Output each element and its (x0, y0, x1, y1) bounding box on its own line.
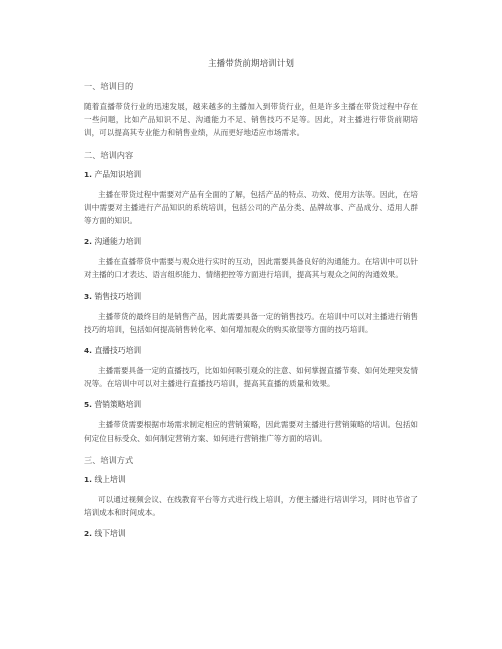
item-title: 营销策略培训 (94, 400, 142, 410)
section-heading-content: 二、培训内容 (84, 149, 134, 160)
item-text-livestream-skills: 主播需要具备一定的直播技巧，比如如何吸引观众的注意、如何掌握直播节奏、如何处理突发情况等。在培训中可以对主播进行直播技巧培训，提高其直播的质量和效果。 (84, 366, 418, 389)
item-number: 3. (84, 291, 92, 301)
item-heading-livestream-skills (84, 345, 418, 357)
item-number: 5. (84, 400, 92, 410)
item-number: 4. (84, 346, 92, 356)
item-title: 沟通能力培训 (94, 237, 142, 247)
section-heading-purpose: 一、培训目的 (84, 81, 134, 91)
item-title: 线上培训 (94, 474, 126, 484)
item-title: 直播技巧培训 (94, 346, 142, 356)
item-heading-online-training (84, 474, 418, 486)
item-number: 2. (84, 529, 92, 539)
item-text-communication: 主播在直播带货中需要与观众进行实时的互动，因此需要具备良好的沟通能力。在培训中可以针对主播的口才表达、语言组织能力、情绪把控等方面进行培训，提高其与观众之间的沟通效果。 (84, 257, 418, 280)
item-text-marketing-strategy: 主播带货需要根据市场需求制定相应的营销策略，因此需要对主播进行营销策略的培训。包括如何定位目标受众、如何制定营销方案、如何进行营销推广等方面的培训。 (84, 420, 418, 443)
item-title: 产品知识培训 (94, 169, 142, 179)
item-heading-product-knowledge (84, 169, 418, 181)
item-title: 线下培训 (94, 529, 126, 539)
paragraph-purpose: 随着直播带货行业的迅速发展，越来越多的主播加入到带货行业，但是许多主播在带货过程中存在一些问题，比如产品知识不足、沟通能力不足、销售技巧不足等。因此，对主播进行带货前期培训，可以提高其专业能力和销售业绩，从而更好地适应市场需求。 (84, 102, 418, 138)
item-heading-offline-training (84, 528, 418, 540)
item-heading-marketing-strategy (84, 399, 418, 411)
item-number: 1. (84, 474, 92, 484)
item-text-online-training: 可以通过视频会议、在线教育平台等方式进行线上培训，方便主播进行培训学习，同时也节省了培训成本和时间成本。 (84, 494, 418, 518)
item-text-product-knowledge: 主播在带货过程中需要对产品有全面的了解，包括产品的特点、功效、使用方法等。因此，在培训中需要对主播进行产品知识的系统培训，包括公司的产品分类、品牌故事、产品成分、适用人群等方面的知识。 (84, 189, 418, 226)
document-title: 主播带货前期培训计划 (208, 59, 294, 69)
item-number: 1. (84, 169, 92, 179)
item-number: 2. (84, 237, 92, 247)
item-text-sales-skills: 主播带货的最终目的是销售产品，因此需要具备一定的销售技巧。在培训中可以对主播进行销售技巧的培训，包括如何提高销售转化率、如何增加观众的购买欲望等方面的技巧培训。 (84, 311, 418, 334)
item-heading-communication (84, 236, 418, 248)
section-heading-method: 三、培训方式 (84, 454, 134, 465)
item-title: 销售技巧培训 (94, 291, 142, 301)
item-heading-sales-skills (84, 291, 418, 303)
